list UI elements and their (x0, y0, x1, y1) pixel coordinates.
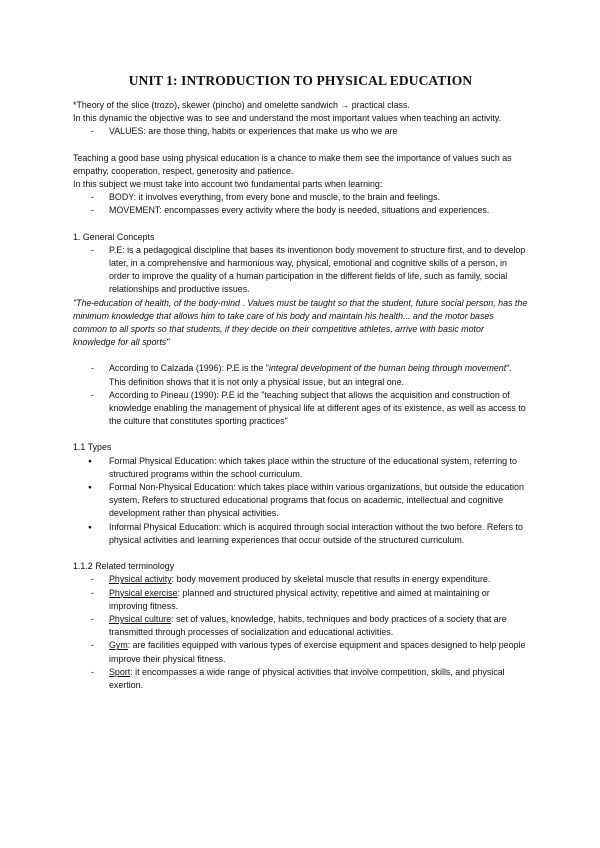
types-list (73, 455, 528, 547)
calzada-prefix: According to Calzada (1996): P.E is the " (109, 363, 269, 374)
term-definition: : it encompasses a wide range of physical activities that involve competition, skills, and physical exertion. (109, 666, 505, 690)
pe-definition: - P.E: is a pedagogical discipline that bases its inventionon body movement to structure first, and to develop later, in a comprehensive and harmonious way, physical, emotional and cognitive skills of a person, in order to improve the quality of a human participation in the different fields of life, such as family, social relationships and productive issues. (73, 244, 528, 297)
subject-line: In this subject we must take into account two fundamental parts when learning: (73, 179, 383, 190)
authors-list (73, 362, 528, 428)
term-name: Sport (109, 666, 131, 677)
list-item: - MOVEMENT: encompasses every activity where the body is needed, situations and experiences. (73, 204, 528, 217)
term-item (73, 666, 528, 692)
intro-line-2: In this dynamic the objective was to see and understand the most important values when teaching an activity. (73, 113, 502, 124)
calzada-item (73, 362, 528, 388)
term-name: Physical culture (109, 613, 172, 624)
term-item (73, 587, 528, 613)
term-name: Physical activity (109, 574, 172, 585)
calzada-suffix: ". This definition shows that it is not only a physical issue, but an integral one. (109, 363, 512, 387)
section-heading-types: 1.1 Types (73, 442, 112, 453)
term-name: Gym (109, 640, 128, 651)
term-name: Physical exercise (109, 587, 178, 598)
terminology-list (73, 573, 528, 692)
list-item: ● Formal Physical Education: which takes place within the structure of the educational system, referring to structured programs within the school curriculum. (73, 455, 528, 481)
list-item: ● Formal Non-Physical Education: which takes place within various organizations, but outside the education system. Refers to structured educational programs that focus on academic, intellectual and cognitive development rather than physical activities. (73, 481, 528, 521)
term-item (73, 613, 528, 639)
term-definition: : planned and structured physical activity, repetitive and aimed at maintaining or improving fitness. (109, 587, 490, 611)
term-item (73, 639, 528, 665)
page-title: UNIT 1: INTRODUCTION TO PHYSICAL EDUCATION (128, 73, 473, 88)
term-item (73, 573, 528, 586)
values-list (73, 125, 528, 138)
intro-line-1: *Theory of the slice (trozo), skewer (pincho) and omelette sandwich → practical class. (73, 100, 410, 110)
section-heading-general-concepts: 1. General Concepts (73, 231, 155, 242)
values-item: - VALUES: are those thing, habits or experiences that make us who we are (73, 125, 528, 138)
pe-definition-list (73, 244, 528, 297)
calzada-italic: integral development of the human being through movement (268, 363, 507, 374)
quote-paragraph: "The education of health, of the body-mind . Values must be taught so that the student, future social person, has the minimum knowledge that allows him to take care of his body and maintain his health... and the motor bases common to all sports so that students, if they decide on their competitive athletes, arrive with basic motor knowledge for all sports" (73, 297, 528, 348)
pineau-item: - According to Pineau (1990): P.E id the "teaching subject that allows the acquisition and construction of knowledge enabling the management of physical life at different ages of its existence, as well as access to the culture that constitutes sporting practices" (73, 389, 528, 429)
term-definition: : are facilities equipped with various types of exercise equipment and spaces designed to help people improve their physical fitness. (109, 640, 526, 664)
list-item: - BODY: it involves everything, from every bone and muscle, to the brain and feelings. (73, 191, 528, 204)
list-item: ● Informal Physical Education: which is acquired through social interaction without the two before. Refers to physical activities and learning experiences that occur outside of the structured curriculum. (73, 521, 528, 547)
section-heading-terminology: 1.1.2 Related terminology (73, 561, 175, 572)
teaching-paragraph: Teaching a good base using physical education is a chance to make them see the importance of values such as empathy, cooperation, respect, generosity and patience. (73, 152, 512, 176)
parts-list (73, 191, 528, 217)
term-definition: : body movement produced by skeletal muscle that results in energy expenditure. (171, 574, 491, 585)
term-definition: : set of values, knowledge, habits, techniques and body practices of a society that are transmitted through processes of socialization and educational activities. (109, 613, 507, 638)
